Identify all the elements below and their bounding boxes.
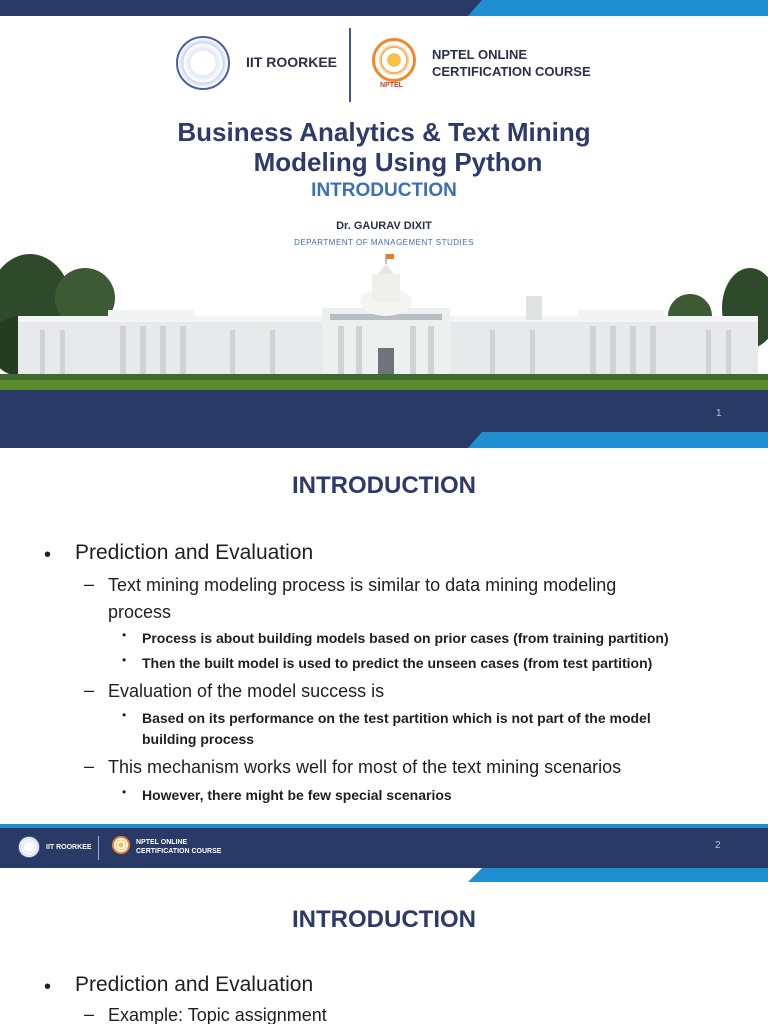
campus-building-image [0, 246, 768, 396]
bullet-level-2: Text mining modeling process is similar to data mining modeling [108, 575, 617, 595]
dash-marker: – [84, 680, 95, 700]
footer-institute: IIT ROORKEE [46, 844, 92, 851]
bullet-level-1: Prediction and Evaluation [75, 541, 314, 564]
bullet-level-2-cont: process [108, 602, 172, 622]
bullet-marker: • [122, 785, 127, 799]
nptel-logo-icon [112, 836, 130, 854]
slide-1-bottom-band [0, 390, 768, 448]
bullet-level-3: However, there might be few special scenarios [142, 787, 452, 803]
slide-heading: INTRODUCTION [292, 906, 476, 933]
course-title-line-2: Modeling Using Python [253, 147, 543, 177]
bullet-level-3: Based on its performance on the test partition which is not part of the model [142, 710, 651, 726]
bullet-level-2: Evaluation of the model success is [108, 681, 385, 701]
bullet-marker: • [44, 976, 52, 998]
bullet-level-2: Example: Topic assignment [108, 1005, 327, 1024]
bullet-level-3-cont: building process [142, 731, 255, 747]
slide-heading: INTRODUCTION [292, 472, 476, 499]
slide-1 [0, 0, 768, 448]
footer-divider [98, 836, 99, 860]
dash-marker: – [84, 756, 95, 776]
dash-marker: – [84, 574, 95, 594]
institute-name: IIT ROORKEE [246, 54, 338, 70]
nptel-tag: NPTEL [380, 82, 403, 89]
bullet-level-1: Prediction and Evaluation [75, 973, 314, 996]
course-title-line-1: Business Analytics & Text Mining [177, 117, 591, 147]
bullet-marker: • [122, 708, 127, 722]
slide-number: 1 [716, 408, 722, 419]
bullet-level-2: This mechanism works well for most of the text mining scenarios [108, 757, 622, 777]
slide-number: 2 [715, 840, 721, 851]
slide-3 [0, 882, 768, 1024]
iit-roorkee-seal-icon [18, 836, 40, 858]
bullet-level-3: Process is about building models based on prior cases (from training partition) [142, 630, 669, 646]
bullet-marker: • [122, 628, 127, 642]
logo-divider [349, 28, 351, 102]
footer-nptel-line-1: NPTEL ONLINE [136, 839, 188, 846]
department-name: DEPARTMENT OF MANAGEMENT STUDIES [294, 238, 474, 247]
iit-roorkee-seal-icon [176, 36, 230, 90]
bullet-marker: • [122, 653, 127, 667]
nptel-line-1: NPTEL ONLINE [432, 47, 528, 62]
nptel-logo-icon [372, 38, 416, 82]
slide-2 [0, 448, 768, 882]
bullet-marker: • [44, 544, 52, 566]
footer-nptel-line-2: CERTIFICATION COURSE [136, 848, 222, 855]
lecture-subtitle: INTRODUCTION [311, 180, 457, 201]
top-bar [0, 0, 768, 16]
slide-footer [0, 828, 768, 868]
nptel-line-2: CERTIFICATION COURSE [432, 64, 591, 79]
author-name: Dr. GAURAV DIXIT [336, 220, 432, 232]
bullet-level-3: Then the built model is used to predict the unseen cases (from test partition) [142, 655, 653, 671]
footer-accent-tab [468, 868, 768, 882]
dash-marker: – [84, 1004, 95, 1024]
